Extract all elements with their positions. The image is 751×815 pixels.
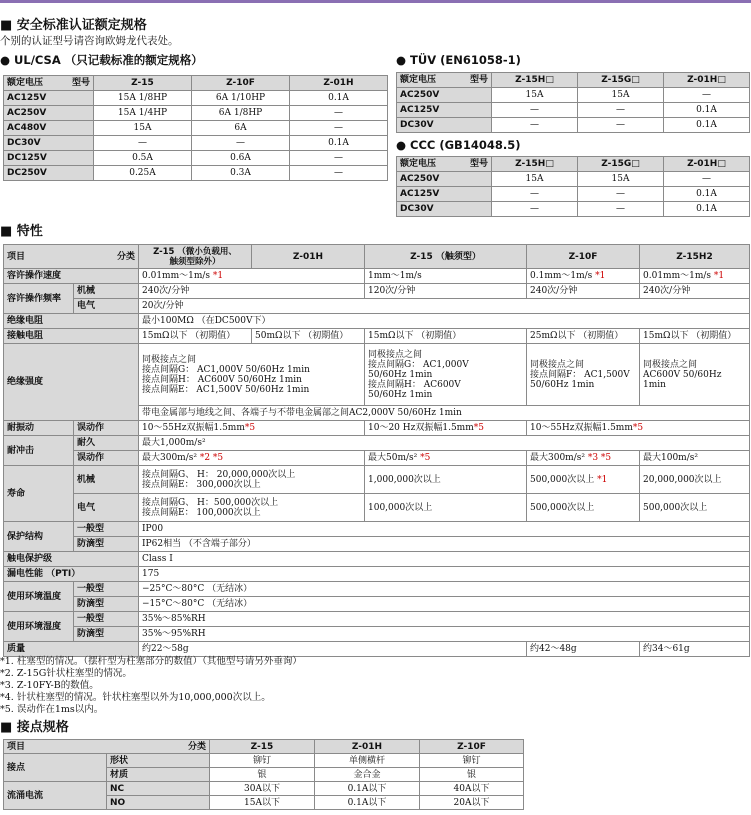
section-title-certification: ■ 安全标准认证额定规格 [0, 18, 147, 33]
contact-spec-col-header: Z-10F [420, 740, 524, 754]
char-col-header: Z-01H [252, 245, 365, 269]
table-row: NO 15A以下 0.1A以下 20A以下 [4, 796, 524, 810]
ccc-col-header: Z-15G□ [578, 157, 664, 172]
table-row: AC480V 15A 6A — [4, 121, 388, 136]
ul-col-header: Z-10F [192, 76, 290, 91]
contact-spec-col-header: Z-15 [210, 740, 315, 754]
table-row: 防滴型 35%～95%RH [4, 627, 750, 642]
table-row: 防滴型 −15°C～80°C （无结冰） [4, 597, 750, 612]
table-row: 漏电性能 （PTI） 175 [4, 567, 750, 582]
contact-spec-table [3, 739, 524, 810]
footnote: *2. Z-15G针状柱塞型的情况。 [0, 668, 132, 679]
footnote: *1. 柱塞型的情况。（摆杆型为柱塞部分的数值）（其他型号请另外垂询） [0, 656, 302, 667]
footnote: *4. 针状柱塞型的情况。针状柱塞型以外为10,000,000次以上。 [0, 692, 271, 703]
table-row: AC125V 15A 1/8HP 6A 1/10HP 0.1A [4, 91, 388, 106]
table-row: AC125V — — 0.1A [397, 103, 750, 118]
table-row: AC250V 15A 15A — [397, 88, 750, 103]
tuv-corner: 额定电压 型号 [397, 73, 492, 88]
section-subtitle-certification: 个别的认证型号请咨询欧姆龙代表处。 [0, 35, 179, 47]
table-row: 材质 银 金合金 银 [4, 768, 524, 782]
table-row: AC250V 15A 15A — [397, 172, 750, 187]
table-row [4, 245, 750, 269]
table-row: 绝缘强度 同极接点之间 接点间隔G： AC1,000V 50/60Hz 1min 接点间隔H： AC600V 50/60Hz 1min 接点间隔E： AC1,500V 50/60Hz 1min 同极接点之间 接点间隔G： AC1,000V 50/60Hz 1min 接点间隔H： AC600V 50/60Hz 1min 同极接点之间 接点间隔F： AC1,500V 50/60Hz 1min 同极接点之间 AC600V 50/60Hz 1min [4, 344, 750, 406]
char-col-header: Z-15H2 [640, 245, 750, 269]
table-row: DC30V — — 0.1A [4, 136, 388, 151]
table-row: AC125V — — 0.1A [397, 187, 750, 202]
footnote: *3. Z-10FY-B的数值。 [0, 680, 99, 691]
ccc-corner: 额定电压 型号 [397, 157, 492, 172]
tuv-title: ● TÜV (EN61058-1) [396, 53, 521, 67]
table-row: 电气 接点间隔G、 H：500,000次以上 接点间隔E： 100,000次以上 100,000次以上 500,000次以上 500,000次以上 [4, 494, 750, 522]
ccc-col-header: Z-15H□ [492, 157, 578, 172]
ul-col-header: Z-15 [94, 76, 192, 91]
table-row: 耐冲击 耐久 最大1,000m/s² [4, 436, 750, 451]
table-row [4, 76, 388, 91]
section-title-contact-spec: ■ 接点规格 [0, 720, 69, 735]
table-row: DC30V — — 0.1A [397, 118, 750, 133]
tuv-col-header: Z-15H□ [492, 73, 578, 88]
char-corner: 项目 分类 [4, 245, 139, 269]
table-row: 防滴型 IP62相当 （不含端子部分） [4, 537, 750, 552]
table-row: 触电保护级 Class I [4, 552, 750, 567]
contact-spec-corner: 项目 分类 [4, 740, 210, 754]
tuv-col-header: Z-01H□ [664, 73, 750, 88]
ul-col-header: Z-01H [290, 76, 388, 91]
table-row: 寿命 机械 接点间隔G、 H： 20,000,000次以上 接点间隔E： 300,000次以上 1,000,000次以上 500,000次以上 *1 20,000,000次以上 [4, 466, 750, 494]
table-row: DC125V 0.5A 0.6A — [4, 151, 388, 166]
footnote: *5. 误动作在1ms以内。 [0, 704, 104, 715]
ccc-title: ● CCC (GB14048.5) [396, 138, 521, 152]
section-title-characteristics: ■ 特性 [0, 224, 43, 239]
table-row: 质量 约22～58g 约42～48g 约34～61g [4, 642, 750, 657]
table-row: 流涌电流 NC 30A以下 0.1A以下 40A以下 [4, 782, 524, 796]
table-row: 电气 20次/分钟 [4, 299, 750, 314]
table-row: 接触电阻 15mΩ以下 （初期值） 50mΩ以下 （初期值） 15mΩ以下 （初期值） 25mΩ以下 （初期值） 15mΩ以下 （初期值） [4, 329, 750, 344]
ul-title: ● UL/CSA （只记载标准的额定规格） [0, 53, 203, 67]
contact-spec-col-header: Z-01H [315, 740, 420, 754]
table-row: 耐振动 误动作 10～55Hz双振幅1.5mm*5 10～20 Hz双振幅1.5mm*5 10～55Hz双振幅1.5mm*5 [4, 421, 750, 436]
table-row: 接点 形状 铆钉 单侧横杆 铆钉 [4, 754, 524, 768]
table-row [397, 157, 750, 172]
char-col-header: Z-10F [527, 245, 640, 269]
table-row: 带电金属部与地线之间、各端子与不带电金属部之间AC2,000V 50/60Hz 1min [4, 406, 750, 421]
table-row: DC250V 0.25A 0.3A — [4, 166, 388, 181]
table-row: 绝缘电阻 最小100MΩ （在DC500V下） [4, 314, 750, 329]
table-row: 使用环境温度 一般型 −25°C～80°C （无结冰） [4, 582, 750, 597]
characteristics-table [3, 244, 750, 657]
char-col-header: Z-15 （微小负载用、 触须型除外） [139, 245, 252, 269]
top-accent-bar [0, 0, 751, 3]
table-row: 误动作 最大300m/s² *2 *5 最大50m/s² *5 最大300m/s² *3 *5 最大100m/s² [4, 451, 750, 466]
char-col-header: Z-15 （触须型） [365, 245, 527, 269]
table-row: 保护结构 一般型 IP00 [4, 522, 750, 537]
table-row: 容许操作速度 0.01mm～1m/s *1 1mm～1m/s 0.1mm～1m/s *1 0.01mm～1m/s *1 [4, 269, 750, 284]
table-row [4, 740, 524, 754]
table-row: AC250V 15A 1/4HP 6A 1/8HP — [4, 106, 388, 121]
footnotes [0, 656, 302, 716]
table-row: 容许操作频率 机械 240次/分钟 120次/分钟 240次/分钟 240次/分钟 [4, 284, 750, 299]
ccc-col-header: Z-01H□ [664, 157, 750, 172]
ul-corner: 额定电压 型号 [4, 76, 94, 91]
table-row [397, 73, 750, 88]
ul-table [3, 75, 388, 181]
tuv-col-header: Z-15G□ [578, 73, 664, 88]
table-row: DC30V — — 0.1A [397, 202, 750, 217]
table-row: 使用环境湿度 一般型 35%～85%RH [4, 612, 750, 627]
tuv-table [396, 72, 750, 133]
ccc-table [396, 156, 750, 217]
